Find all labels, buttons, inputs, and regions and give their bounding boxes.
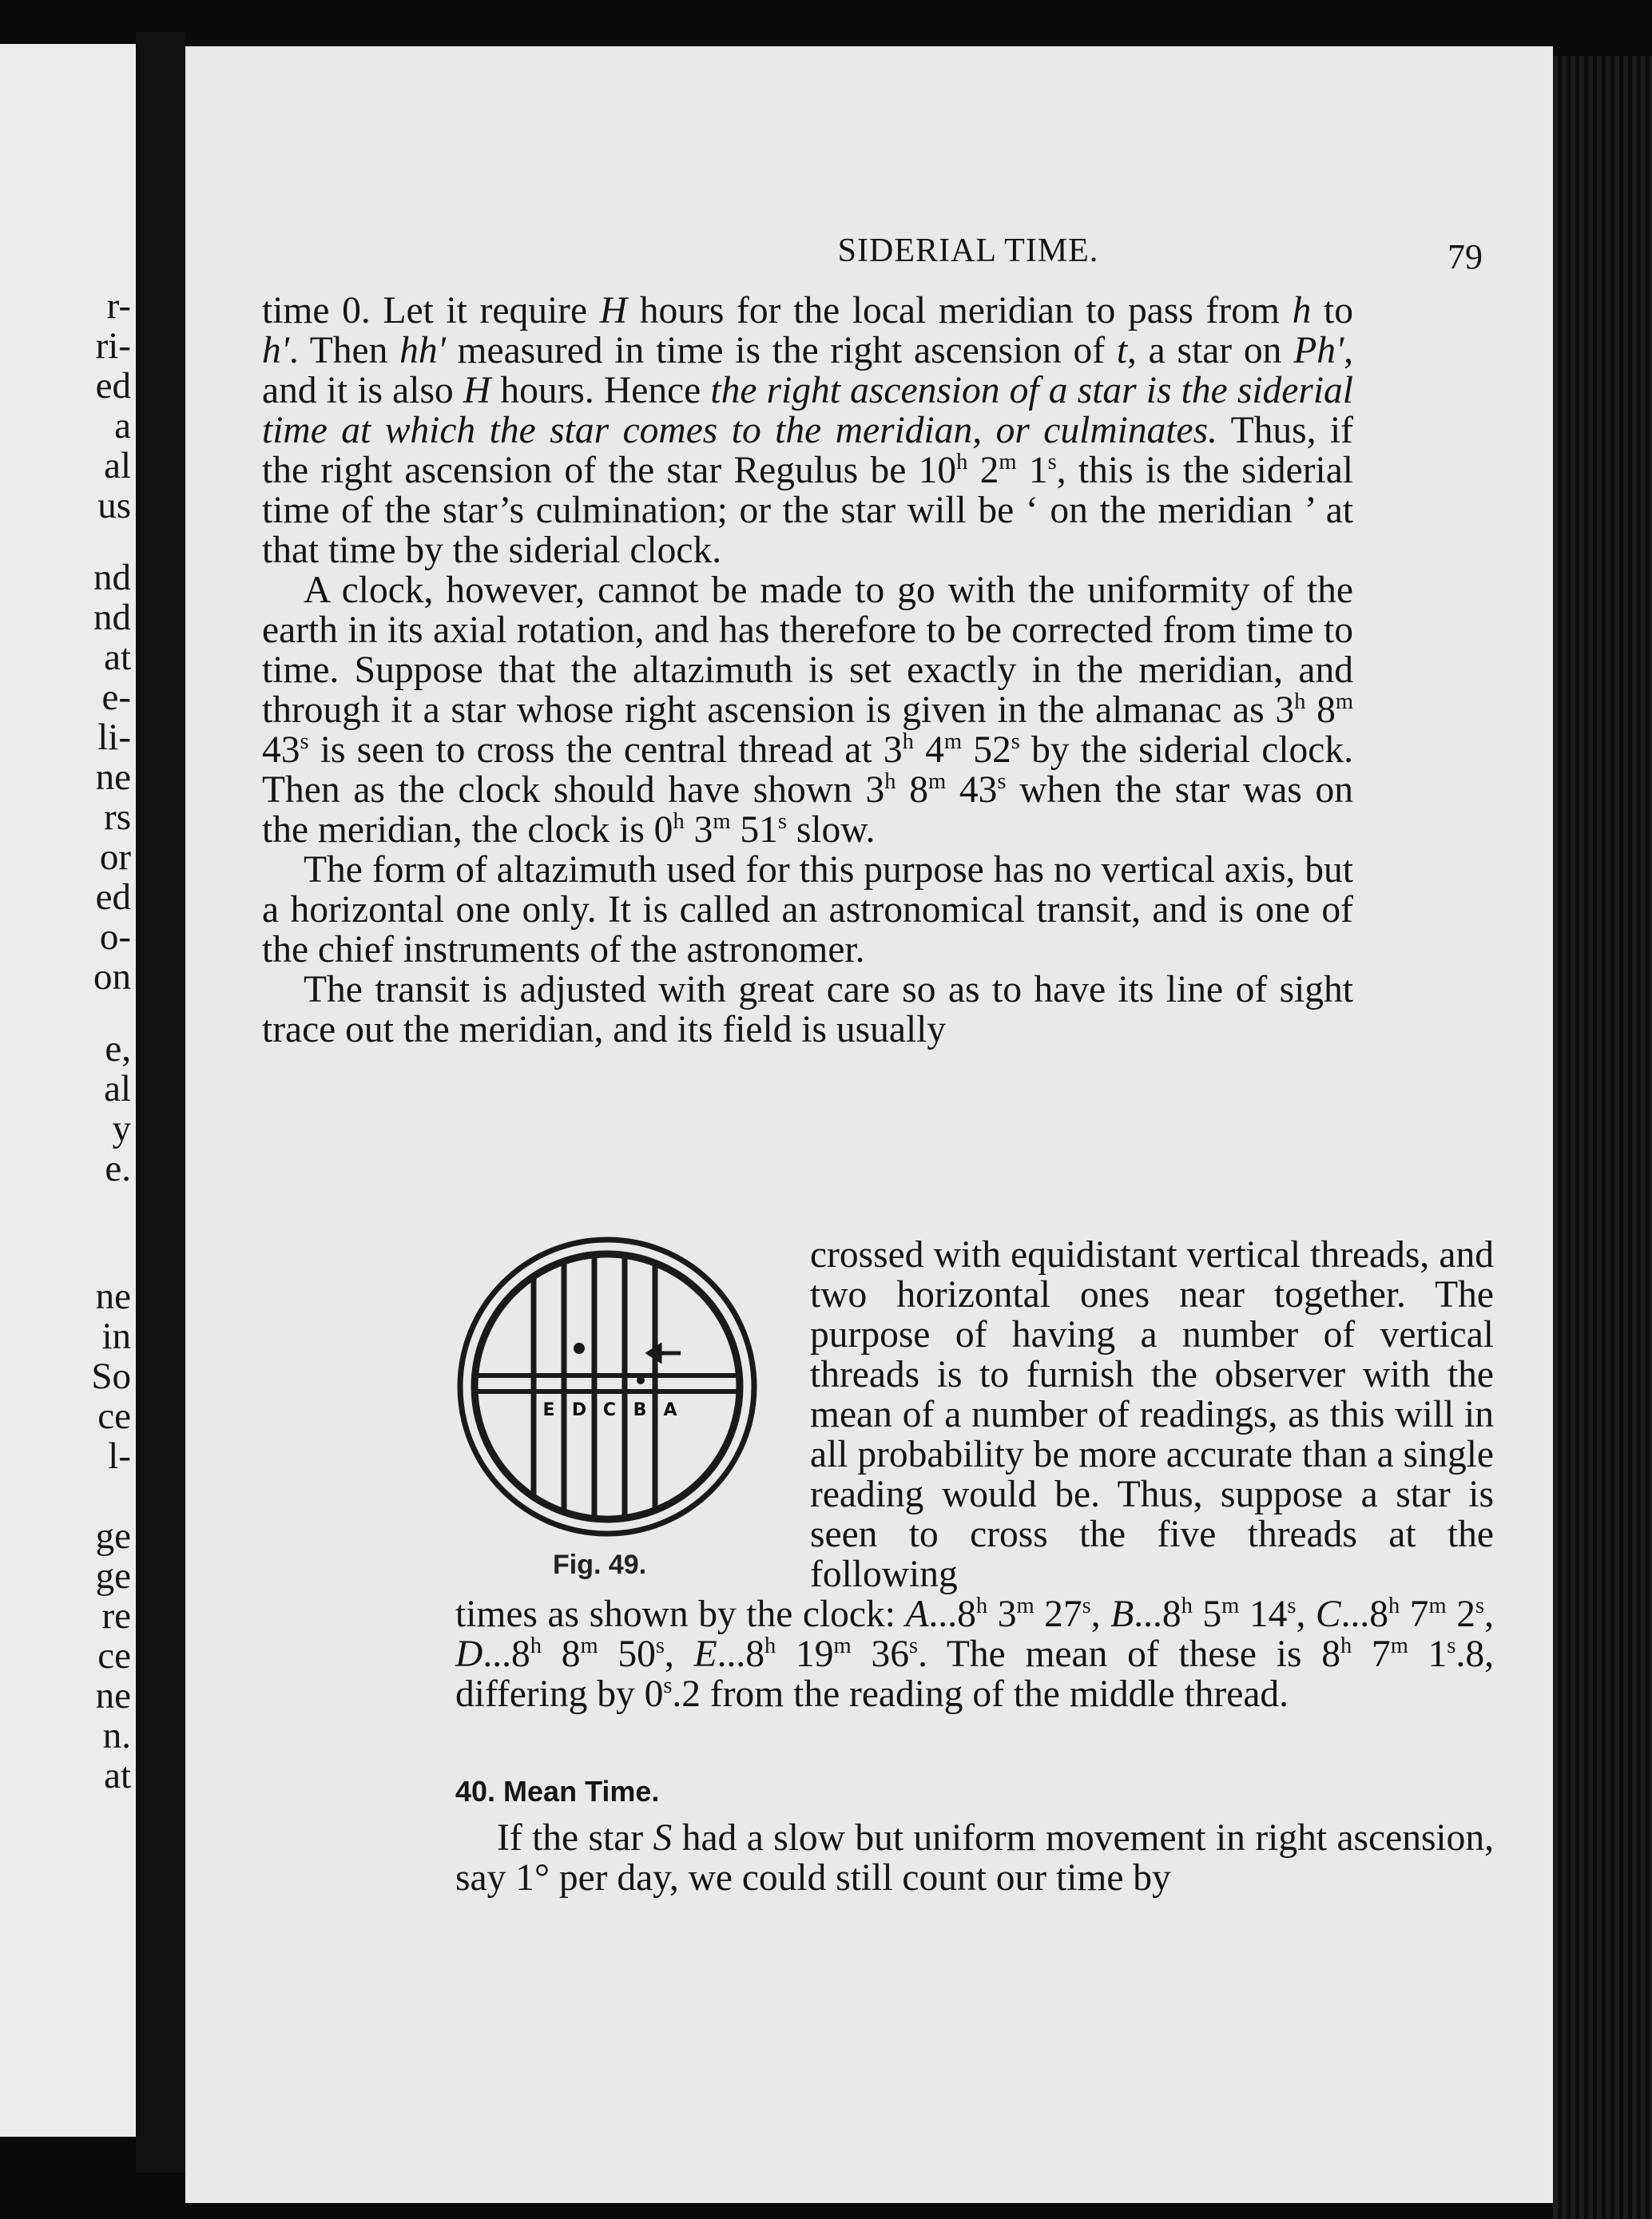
left-page-fragment: al <box>104 445 131 486</box>
left-page-fragment: ce <box>97 1395 131 1437</box>
left-page-fragment: r- <box>106 285 131 327</box>
left-page-fragment: re <box>101 1595 131 1637</box>
paragraph-5: If the star S had a slow but uniform movement in right ascension, say 1° per day, we could still count our time by <box>455 1817 1494 1899</box>
left-page-fragment: So <box>91 1356 131 1397</box>
page-number: 79 <box>1447 237 1483 276</box>
left-page-fragment: e- <box>101 677 131 718</box>
paragraph-1: time 0. Let it require H hours for the local meridian to pass from h to h'. Then hh' measured in time is the right ascension of t, a star on Ph', and it is also H hours. Hence the right ascension of a star is the siderial time at which the star comes to the meridian, or culminates. Thus, if the right ascension of the star Regulus be 10$^h$ 2$^m$ 1$^s$, this is the siderial time of the star’s culmination; or the star will be ‘ on the meridian ’ at that time by the siderial clock. <box>262 290 1354 571</box>
star-dot <box>574 1343 585 1354</box>
left-page-fragment: ce <box>97 1635 131 1677</box>
figure-caption: Fig. 49. <box>553 1550 647 1580</box>
left-page-fragment: nd <box>93 557 131 598</box>
vertical-threads <box>534 1237 655 1540</box>
left-page-fragment: al <box>104 1068 131 1110</box>
left-page-fragment: ne <box>95 1675 131 1717</box>
left-page-fragment: ri- <box>95 325 131 367</box>
left-page-fragment: at <box>104 1755 131 1796</box>
left-page-fragment: o- <box>99 916 131 958</box>
book-page-edges <box>1553 56 1652 2219</box>
left-page-fragment: ge <box>95 1515 131 1557</box>
left-page-fragment: ed <box>95 365 131 407</box>
left-page-fragment: e. <box>105 1148 131 1189</box>
thread-label-e: E <box>542 1400 555 1420</box>
running-head: SIDERIAL TIME. <box>837 232 1099 269</box>
left-page-fragment: a <box>114 405 131 447</box>
left-page-fragment: on <box>93 956 131 998</box>
page <box>185 46 1553 2203</box>
left-page-fragment: rs <box>104 796 131 838</box>
left-page-text-fragments <box>0 44 136 2137</box>
left-page-fragment: in <box>101 1316 131 1357</box>
left-page-fragment: ne <box>95 1276 131 1317</box>
left-page-fragment: ne <box>95 756 131 798</box>
left-page-edge <box>0 44 136 2137</box>
transit-field-diagram <box>457 1237 760 1540</box>
left-page-fragment: us <box>97 485 131 526</box>
paragraph-3: The form of altazimuth used for this purpose has no vertical axis, but a horizontal one only. It is called an astronomical transit, and is one of the chief instruments of the astronomer. <box>262 849 1353 971</box>
section-heading: 40. Mean Time. <box>455 1775 660 1808</box>
definition-italic: the right ascension of a star is the siderial time at which the star comes to the meridian, or culminates. <box>262 370 1353 451</box>
left-page-fragment: ge <box>95 1555 131 1597</box>
left-page-fragment: y <box>112 1108 131 1149</box>
left-page-fragment: l- <box>108 1435 131 1477</box>
body-text <box>262 291 1353 1050</box>
paragraph-4-continued: times as shown by the clock: A...8$^h$ 3$^m$ 27$^s$, B...8$^h$ 5$^m$ 14$^s$, C...8$^h$ 7$^m$ 2$^s$, D...8$^h$ 8$^m$ 50$^s$, E...8$^h$ 19$^m$ 36$^s$. The mean of these is 8$^h$ 7$^m$ 1$^s$.8, differing by 0$^s$.2 from the reading of the middle thread. <box>455 1594 1495 1715</box>
thread-label-c: C <box>602 1400 617 1420</box>
left-page-fragment: e, <box>105 1028 131 1070</box>
horizontal-threads <box>457 1375 760 1391</box>
outer-ring <box>460 1240 754 1534</box>
book-gutter <box>136 32 185 2173</box>
left-page-fragment: or <box>99 836 131 878</box>
figure-49 <box>457 1237 760 1588</box>
arrow-left-icon <box>649 1346 681 1360</box>
thread-label-d: D <box>571 1400 587 1420</box>
paragraph-4-lead: The transit is adjusted with great care so as to have its line of sight trace out the meridian, and its field is usually <box>262 969 1353 1050</box>
left-page-fragment: ed <box>95 876 131 918</box>
paragraph-4-wrap: crossed with equidistant vertical threads, and two horizontal ones near together. The purpose of having a number of vertical threads is to furnish the observer with the mean of a number of readings, as this will in all probability be more accurate than a single reading would be. Thus, suppose a star is seen to cross the five threads at the following <box>810 1234 1494 1595</box>
star-dot-2 <box>637 1376 645 1384</box>
paragraph-2: A clock, however, cannot be made to go with the uniformity of the earth in its axial rotation, and has therefore to be corrected from time to time. Suppose that the altazimuth is set exactly in the meridian, and through it a star whose right ascension is given in the almanac as 3$^h$ 8$^m$ 43$^s$ is seen to cross the central thread at 3$^h$ 4$^m$ 52$^s$ by the siderial clock. Then as the clock should have shown 3$^h$ 8$^m$ 43$^s$ when the star was on the meridian, the clock is 0$^h$ 3$^m$ 51$^s$ slow. <box>262 570 1354 851</box>
thread-label-a: A <box>663 1400 677 1420</box>
left-page-fragment: nd <box>93 597 131 638</box>
left-page-fragment: li- <box>97 717 131 758</box>
inner-ring <box>475 1254 740 1519</box>
left-page-fragment: n. <box>102 1715 131 1757</box>
thread-label-b: B <box>633 1400 647 1420</box>
left-page-fragment: at <box>104 637 131 678</box>
